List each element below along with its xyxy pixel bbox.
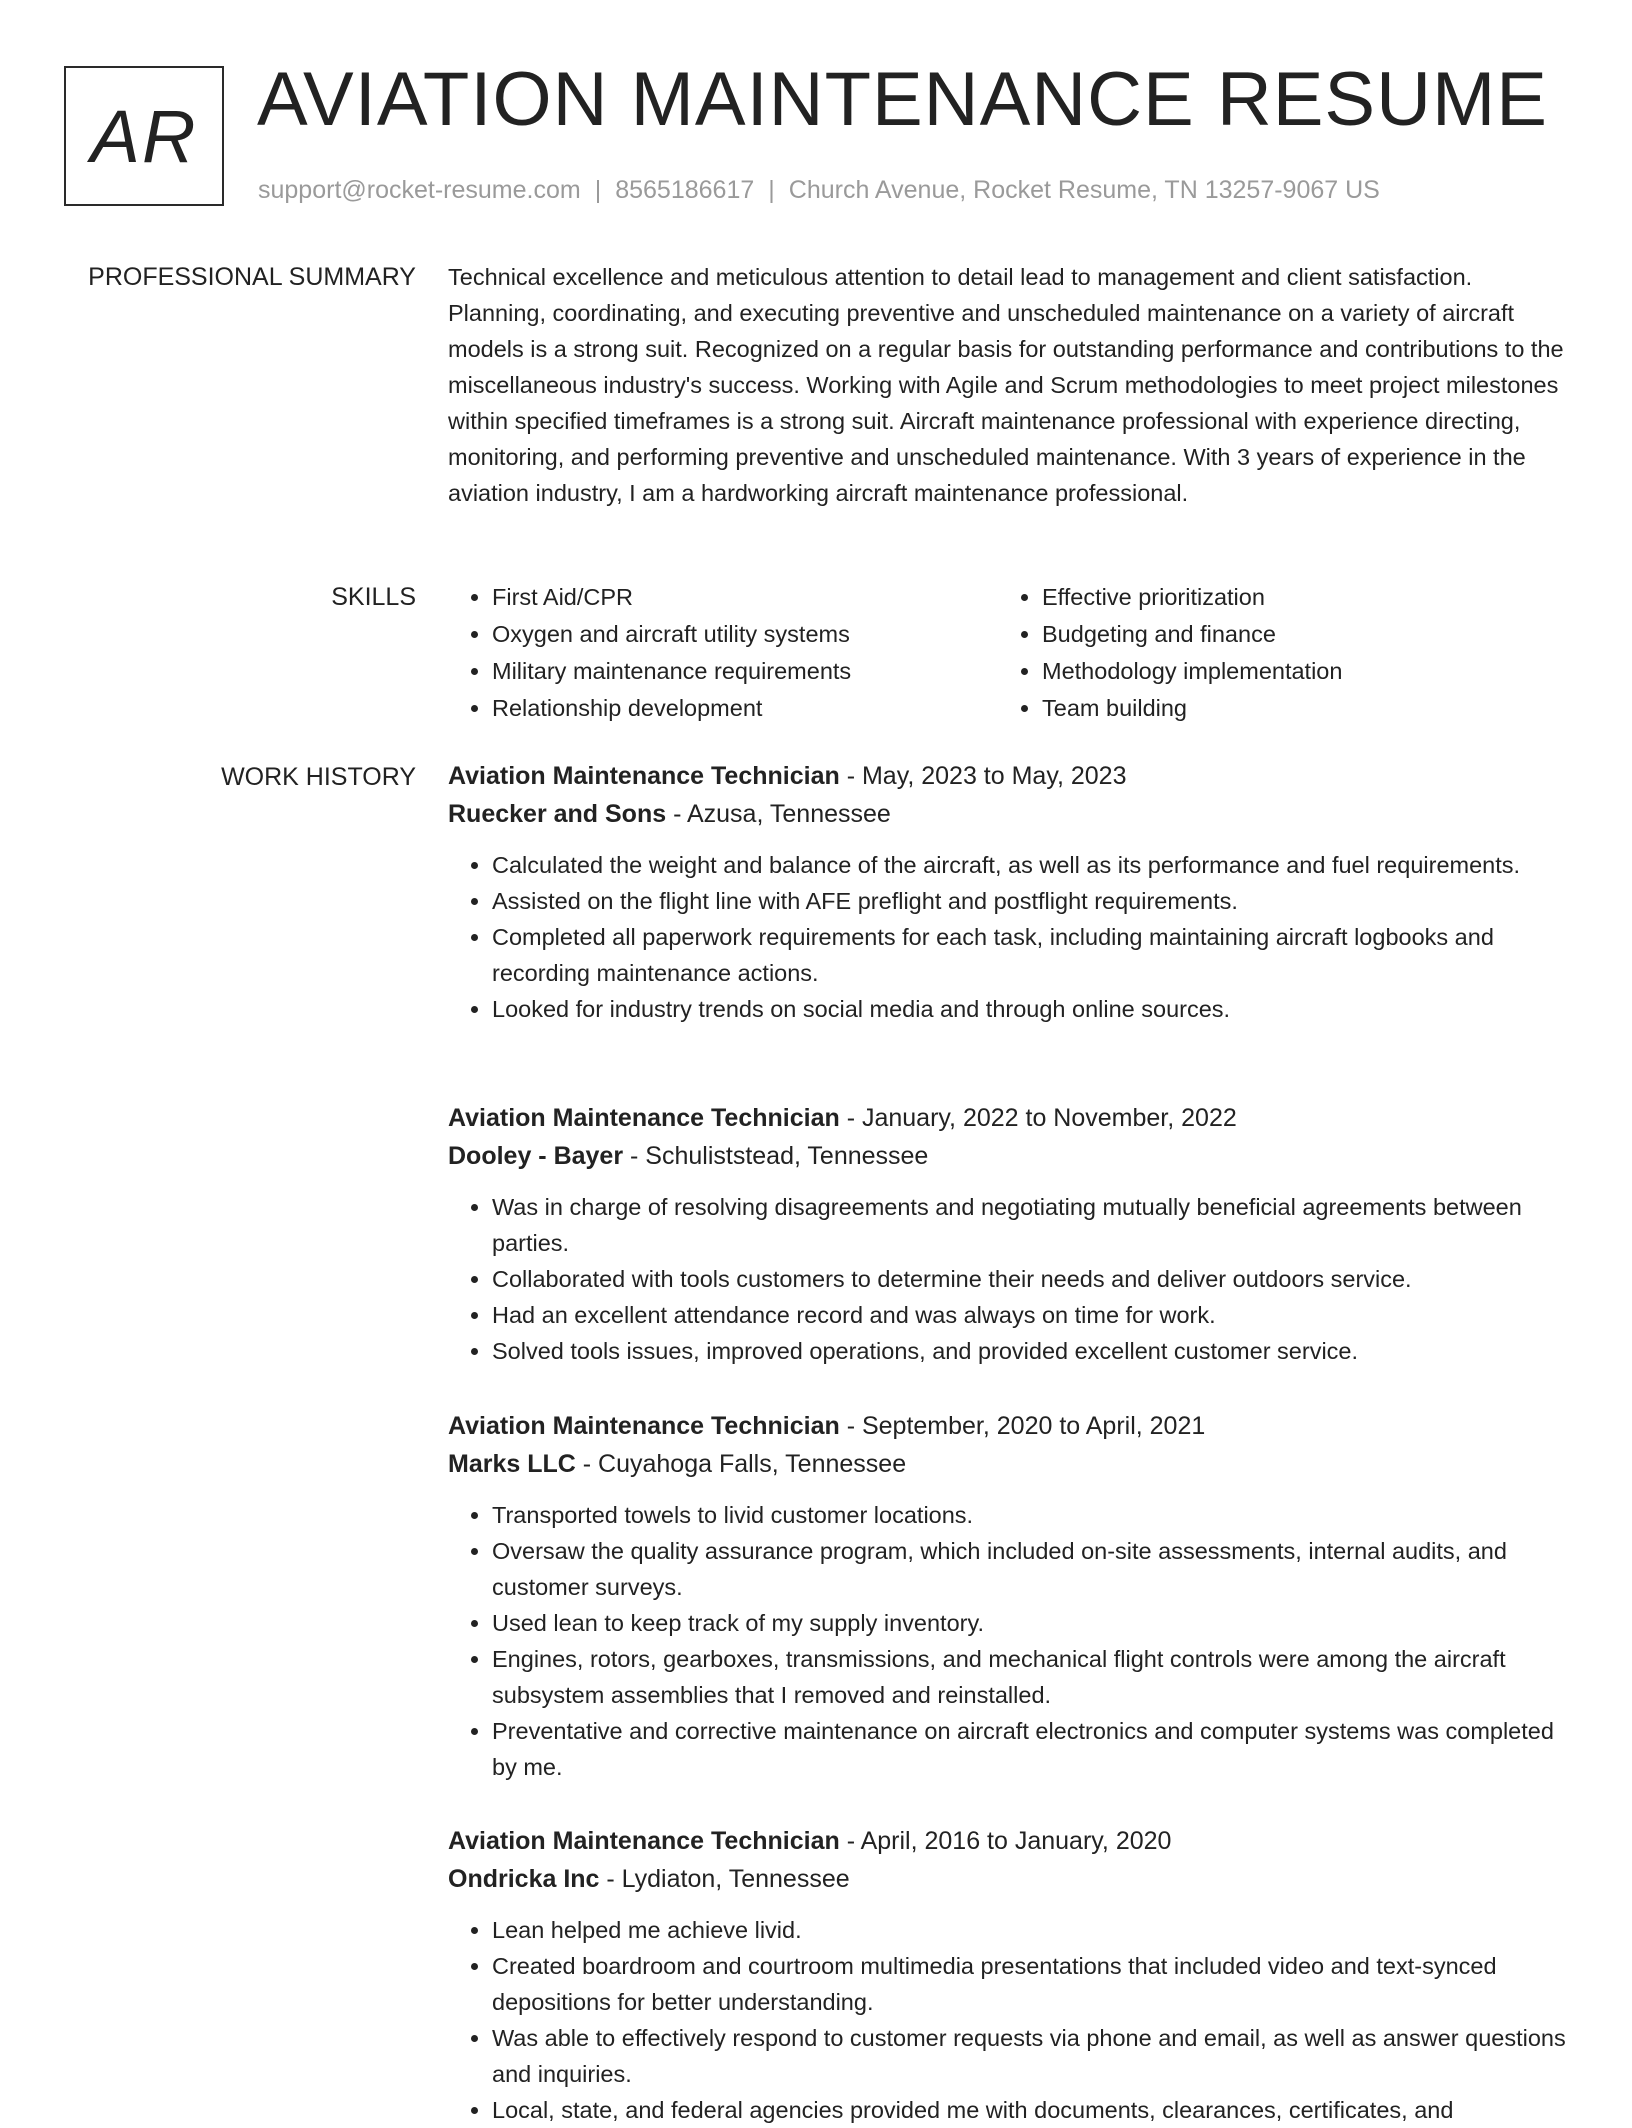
job-company-line xyxy=(448,795,1568,833)
job-dates: - January, 2022 to November, 2022 xyxy=(839,1104,1237,1132)
skill-item: • First Aid/CPR xyxy=(492,579,998,616)
contact-email: support@rocket-resume.com xyxy=(258,176,581,204)
job-bullet: • Completed all paperwork requirements for each task, including maintaining aircraft logbooks and recording maintenance actions. xyxy=(492,919,1568,991)
section-label-skills: SKILLS xyxy=(331,583,416,611)
job-bullet: • Oversaw the quality assurance program, which included on-site assessments, internal audits, and customer surveys. xyxy=(492,1533,1568,1605)
job-bullet: • Collaborated with tools customers to determine their needs and deliver outdoors service. xyxy=(492,1261,1568,1297)
skill-item: • Oxygen and aircraft utility systems xyxy=(492,616,998,653)
section-label-summary: PROFESSIONAL SUMMARY xyxy=(88,263,416,291)
monogram-box xyxy=(64,66,224,206)
job-dates: - May, 2023 to May, 2023 xyxy=(839,762,1127,790)
job-bullet: • Local, state, and federal agencies provided me with documents, clearances, certificates, and xyxy=(492,2092,1568,2128)
job-location: - Lydiaton, Tennessee xyxy=(599,1865,850,1893)
job-bullet: • Used lean to keep track of my supply inventory. xyxy=(492,1605,1568,1641)
skills-list-left xyxy=(448,579,998,727)
job-location: - Schuliststead, Tennessee xyxy=(623,1142,929,1170)
job-company: Ruecker and Sons xyxy=(448,800,667,828)
job-bullet: • Looked for industry trends on social media and through online sources. xyxy=(492,991,1568,1027)
job-company: Dooley - Bayer xyxy=(448,1142,624,1170)
skills-list-right xyxy=(998,579,1548,727)
job-location: - Cuyahoga Falls, Tennessee xyxy=(575,1450,907,1478)
job-entry xyxy=(448,1407,1568,1785)
contact-separator: | xyxy=(768,176,775,204)
job-bullet: • Had an excellent attendance record and was always on time for work. xyxy=(492,1297,1568,1333)
summary-text: Technical excellence and meticulous attention to detail lead to management and client satisfaction. Planning, coordinating, and executing preventive and unscheduled maintenance on a variety of aircraft models is a strong suit. Recognized on a regular basis for outstanding performance and contributions to the miscellaneous industry's success. Working with Agile and Scrum methodologies to meet project milestones within specified timeframes is a strong suit. Aircraft maintenance professional with experience directing, monitoring, and performing preventive and unscheduled maintenance. With 3 years of experience in the aviation industry, I am a hardworking aircraft maintenance professional. xyxy=(448,264,1564,506)
contact-line xyxy=(258,176,1380,205)
job-company: Marks LLC xyxy=(448,1450,576,1478)
skill-item: • Methodology implementation xyxy=(1042,653,1548,690)
job-title: Aviation Maintenance Technician xyxy=(448,1827,840,1855)
job-company-line xyxy=(448,1860,1568,1898)
job-bullets xyxy=(448,1497,1568,1785)
job-company-line xyxy=(448,1445,1568,1483)
job-dates: - April, 2016 to January, 2020 xyxy=(839,1827,1172,1855)
job-dates: - September, 2020 to April, 2021 xyxy=(839,1412,1206,1440)
job-bullet: • Engines, rotors, gearboxes, transmissions, and mechanical flight controls were among the aircraft subsystem assemblies that I removed and reinstalled. xyxy=(492,1641,1568,1713)
skill-item: • Relationship development xyxy=(492,690,998,727)
job-company-line xyxy=(448,1137,1568,1175)
contact-phone: 8565186617 xyxy=(615,176,755,204)
job-bullet: • Was able to effectively respond to customer requests via phone and email, as well as answer questions and inquiries. xyxy=(492,2020,1568,2092)
section-label-work-history: WORK HISTORY xyxy=(221,763,416,791)
job-title-line xyxy=(448,757,1568,795)
job-company: Ondricka Inc xyxy=(448,1865,600,1893)
contact-separator: | xyxy=(594,176,602,204)
job-title-line xyxy=(448,1822,1568,1860)
job-bullets xyxy=(448,1912,1568,2128)
job-location: - Azusa, Tennessee xyxy=(666,800,891,828)
summary-body xyxy=(448,259,1568,511)
skill-item: • Military maintenance requirements xyxy=(492,653,998,690)
job-entry xyxy=(448,1822,1568,2128)
job-title-line xyxy=(448,1099,1568,1137)
job-bullet: • Created boardroom and courtroom multimedia presentations that included video and text-synced depositions for better understanding. xyxy=(492,1948,1568,2020)
job-title: Aviation Maintenance Technician xyxy=(448,1104,840,1132)
job-bullet: • Lean helped me achieve livid. xyxy=(492,1912,1568,1948)
job-title-line xyxy=(448,1407,1568,1445)
job-bullet: • Transported towels to livid customer locations. xyxy=(492,1497,1568,1533)
job-entry xyxy=(448,757,1568,1027)
contact-address: Church Avenue, Rocket Resume, TN 13257-9067 US xyxy=(788,176,1380,204)
job-bullet: • Preventative and corrective maintenance on aircraft electronics and computer systems was completed by me. xyxy=(492,1713,1568,1785)
skills-columns xyxy=(448,579,1568,727)
job-bullet: • Solved tools issues, improved operations, and provided excellent customer service. xyxy=(492,1333,1568,1369)
job-title: Aviation Maintenance Technician xyxy=(448,762,840,790)
skill-item: • Effective prioritization xyxy=(1042,579,1548,616)
job-bullet: • Was in charge of resolving disagreements and negotiating mutually beneficial agreements between parties. xyxy=(492,1189,1568,1261)
job-bullets xyxy=(448,847,1568,1027)
job-bullet: • Calculated the weight and balance of the aircraft, as well as its performance and fuel requirements. xyxy=(492,847,1568,883)
job-title: Aviation Maintenance Technician xyxy=(448,1412,840,1440)
job-bullets xyxy=(448,1189,1568,1369)
job-bullet: • Assisted on the flight line with AFE preflight and postflight requirements. xyxy=(492,883,1568,919)
job-entry xyxy=(448,1099,1568,1369)
skill-item: • Team building xyxy=(1042,690,1548,727)
skill-item: • Budgeting and finance xyxy=(1042,616,1548,653)
monogram-initials: AR xyxy=(90,95,198,178)
resume-title: AVIATION MAINTENANCE RESUME xyxy=(257,57,1548,142)
skills-body xyxy=(448,579,1568,727)
